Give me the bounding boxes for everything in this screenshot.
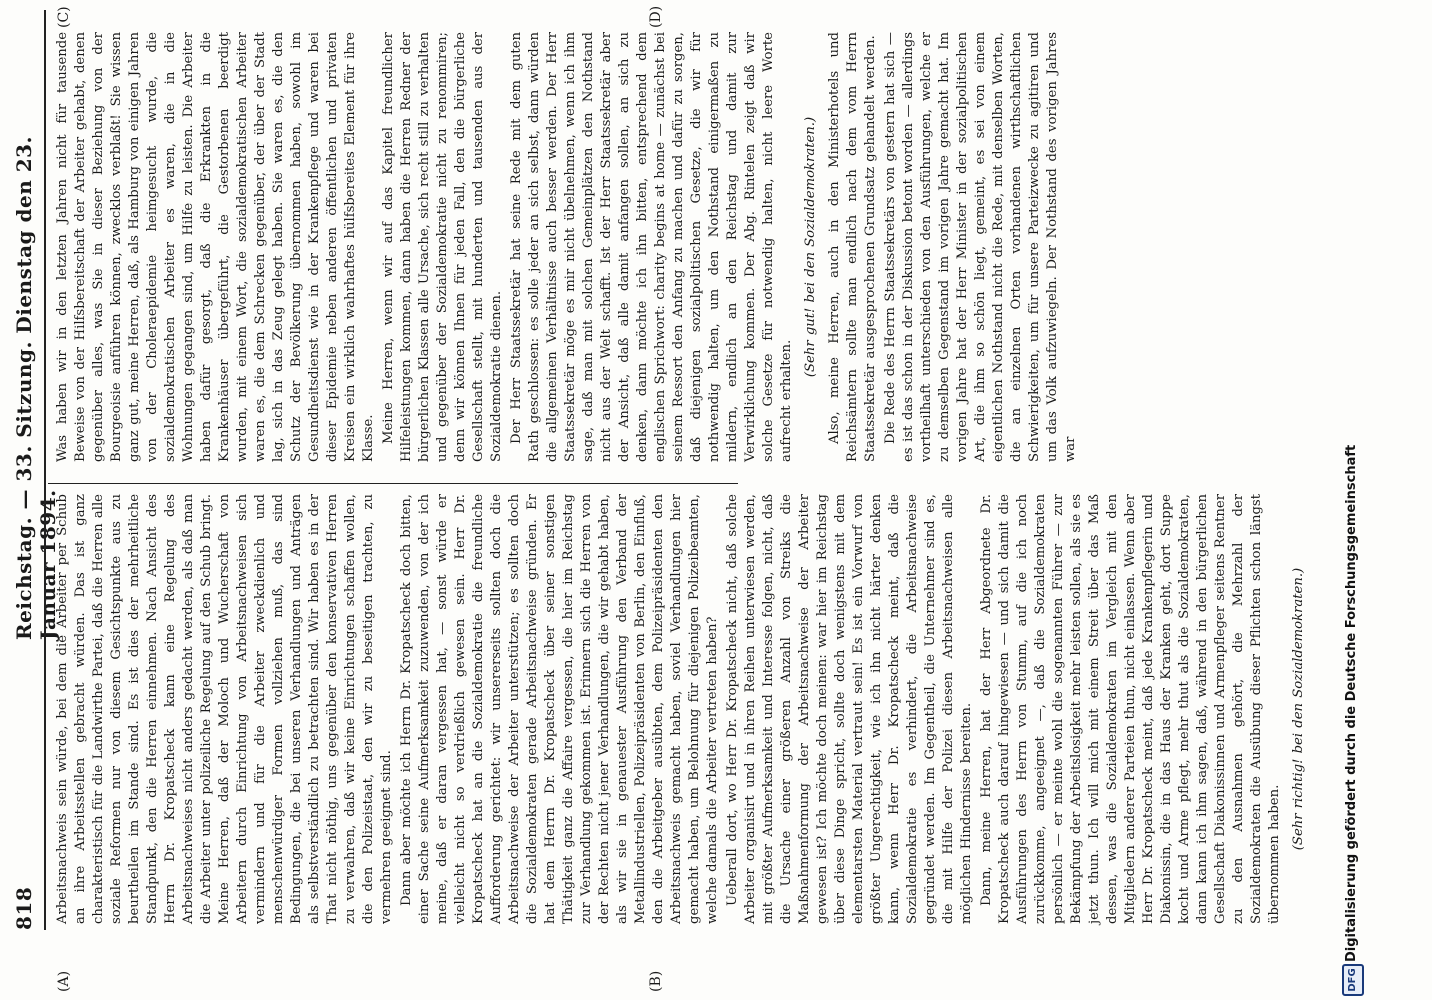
margin-marker-d: (D) <box>648 5 664 28</box>
paragraph: Was haben wir in den letzten Jahren nicht für tausende Beweise von der Hilfsbereitschaft der Arbeiter gehabt, denen gegenüber alles, was Sie in dieser Beziehung von der Bourgeoisie anführen können, zwecklos verblaßt! Sie wissen ganz gut, meine Herren, daß, als Hamburg von einigen Jahren von der Choleraepidemie heimgesucht wurde, die sozialdemokratischen Arbeiter es waren, die in die Wohnungen gegangen sind, um Hilfe zu leisten. Die Arbeiter haben dafür gesorgt, daß die Erkrankten in die Krankenhäuser übergeführt, die Gestorbenen beerdigt wurden, mit einem Wort, die sozialdemokratischen Arbeiter waren es, die dem Schrecken gegenüber, der über der Stadt lag, sich in das Zeug gelegt haben. Sie waren es, die den Schutz der Bevölkerung übernommen haben, sowohl im Gesundheitsdienst wie in der Krankenpflege und waren bei dieser Epidemie neben anderen öffentlichen und privaten Kreisen ein wirklich wahrhaftes hülfsbereites Element für ihre Klasse. <box>55 32 376 462</box>
page-header <box>8 10 60 930</box>
right-column <box>54 32 1082 462</box>
margin-marker-c: (C) <box>56 6 72 28</box>
column-divider <box>48 483 738 484</box>
paragraph: Arbeitsnachweis sein würde, bei dem die Arbeiter per Schub an ihre Arbeitsstellen gebracht würden. Das ist ganz charakteristisch für die Landwirthe Partei, daß die Herren alle soziale Reformen nur von diesem Gesichtspunkte aus zu beurtheilen im Stande sind. Es ist dies der mehrheitliche Standpunkt, den die Herren einnehmen. Nach Ansicht des Herrn Dr. Kropatscheck kann eine Regelung des Arbeitsnachweises nicht anders gedacht werden, als daß man die Arbeiter unter polizeiliche Regelung auf den Schub bringt. Meine Herren, daß der Moloch und Wucherschaft von Arbeitern durch Einrichtung von Arbeitsnachweisen sich vermindern und für die Arbeiter zweckdienlich und menschenwürdiger Formen vollziehen muß, das sind Bedingungen, die bei unseren Verhandlungen und Anträgen als selbstverständlich zu betrachten sind. Wir haben es in der That nicht nöthig, uns gegenüber den konservativen Herren zu verwahren, daß wir keine Einrichtungen schaffen wollen, die den Polizeistaat, den wir zu beseitigen trachten, zu vermehren geeignet sind. <box>55 494 394 924</box>
digitization-credit <box>1340 0 1366 1000</box>
header-rule <box>44 10 46 930</box>
paragraph: Die Rede des Herrn Staatssekretärs von gestern hat sich — es ist das schon in der Diskussion betont worden — allerdings vortheilhaft unterschieden von den Ausführungen, welche er zu demselben Gegenstand im vorigen Jahre gemacht hat. Im vorigen Jahre hat der Herr Minister in der sozialpolitischen Art, die ihm so schön liegt, gemeint, es sei von einem eigentlichen Nothstand nicht die Rede, mit denselben Worten, die an einzelnen Orten vorhandenen wirthschaftlichen Schwierigkeiten, um für unsere Parteizwecke zu agitiren und um das Volk aufzuwiegeln. Der Nothstand des vorigen Jahres war <box>883 32 1078 462</box>
page-title: Reichstag. — 33. Sitzung. Dienstag den 23. Januar 1894. <box>12 136 60 640</box>
remark: (Sehr gut! bei den Sozialdemokraten.) <box>803 116 818 378</box>
paragraph: Also, meine Herren, auch in den Ministerhotels und Reichsämtern sollte man endlich nach dem vom Herrn Staatssekretär ausgesprochenen Grundsatz gehandelt werden. <box>827 32 878 462</box>
paragraph: Dann, meine Herren, hat der Herr Abgeordnete Dr. Kropatscheck auch darauf hingewiesen — und sich damit die Ausführungen des Herrn von Stumm, auf die ich noch zurückkomme, angeeignet —, daß die Sozialdemokraten persönlich — er meinte wohl die sogenannten Führer — zur Bekämpfung der Arbeitslosigkeit mehr leisten sollen, als sie es jetzt thun. Ich will mich mit einem Streit über das Maß dessen, was die Sozialdemokraten im Vergleich mit den Mitgliedern anderer Parteien thun, nicht einlassen. Wenn aber Herr Dr. Kropatscheck meint, daß jede Krankenpflegerin und Diakonissin, die in das Haus der Kranken geht, dort Suppe kocht und Arme pflegt, mehr thut als die Sozialdemokraten, dann kann ich ihm sagen, daß, während in den bürgerlichen Gesellschaft Diakonissinnen und Armenpfleger seitens Rentner zu den Ausnahmen gehört, die Mehrzahl der Sozialdemokraten die Ausübung dieser Pflichten schon längst übernommen haben. <box>979 494 1282 924</box>
margin-marker-a: (A) <box>56 970 72 992</box>
page-number: 818 <box>12 886 36 930</box>
left-column <box>54 494 1314 924</box>
remark: (Sehr richtig! bei den Sozialdemokraten.) <box>1291 567 1306 851</box>
paragraph: Dann aber möchte ich Herrn Dr. Kropatscheck doch bitten, einer Sache seine Aufmerksamkeit zuzuwenden, von der ich meine, daß er daran vergessen hat, — sonst würde er vielleicht nicht so verdrießlich gewesen sein. Herr Dr. Kropatscheck hat an die Sozialdemokratie die freundliche Aufforderung gerichtet: wir unsererseits sollten doch die Arbeitsnachweise der Arbeiter unterstützen; es sollten doch die Sozialdemokraten gerade Arbeitsnachweise gründen. Er hat dem Herrn Dr. Kropatscheck über seiner sonstigen Thätigkeit ganz die Affaire vergessen, die hier im Reichstag zur Verhandlung gekommen ist. Erinnern sich die Herren von der Rechten nicht jener Verhandlungen, die wir gehabt haben, als wir sie in genauester Ausführung den Verband der Metallindustriellen, Polizeipräsidenten von Berlin, den Einfluß, den die Arbeitgeber ausübten, dem Polizeipräsidenten den Arbeitsnachweis gemacht haben, soviel Verhandlungen hier gemacht haben, um Belohnung für diejenigen Polizeibeamten, welche damals die Arbeiter vertreten haben? <box>399 494 720 924</box>
paragraph: Ueberall dort, wo Herr Dr. Kropatscheck nicht, daß solche Arbeiter organisirt und in ihren Reihen unterwiesen werden, mit größter Aufmerksamkeit und Interesse folgen, nicht, daß die Ursache einer größeren Anzahl von Streiks die Maßnahmenformung der Arbeitsnachweise der Arbeiter gewesen ist? Ich möchte doch meinen: war hier im Reichstag über diese Dinge spricht, sollte doch wenigstens mit dem elementarsten Material vertraut sein! Es ist ein Vorwurf von größter Ungerechtigkeit, wie ich ihn nicht härter denken kann, wenn Herr Dr. Kropatscheck meint, daß die Sozialdemokratie es verhindert, die Arbeitsnachweise gegründet werden. Im Gegentheil, die Unternehmer sind es, die mit Hilfe der Polizei diesen Arbeitsnachweisen alle möglichen Hindernisse bereiten. <box>725 494 974 924</box>
paragraph: Der Herr Staatssekretär hat seine Rede mit dem guten Rath geschlossen: es solle jeder an sich selbst, dann würden die allgemeinen Verhältnisse auch besser werden. Der Herr Staatssekretär möge es mir nicht übelnehmen, wenn ich ihm sage, daß man mit solchen Gemeinplätzen den Nothstand nicht aus der Welt schafft. Ist der Herr Staatssekretär aber der Ansicht, daß alle damit anfangen sollen, an sich zu denken, dann möchte ich ihn bitten, entsprechend dem englischen Sprichwort: charity begins at home — zunächst bei seinem Ressort den Anfang zu machen und dafür zu sorgen, daß diejenigen sozialpolitischen Gesetze, die wir für nothwendig halten, um den Nothstand einigermaßen zu mildern, endlich an den Reichstag und damit zur Verwirklichung kommen. Der Abg. Rintelen zeigt daß wir solche Gesetze für notwendig halten, nicht leere Worte aufrecht erhalten. <box>509 32 794 462</box>
credit-text: Digitalisierung gefördert durch die Deutsche Forschungsgemeinschaft <box>1344 444 1359 962</box>
margin-marker-b: (B) <box>648 970 664 992</box>
dfg-logo: DFG <box>1342 964 1364 996</box>
paragraph: Meine Herren, wenn wir auf das Kapitel freundlicher Hilfeleistungen kommen, dann haben die Herren Redner der bürgerlichen Klassen alle Ursache, sich recht still zu verhalten und gegenüber der Sozialdemokratie nicht zu renommiren; denn wir können Ihnen für jeden Fall, den die bürgerliche Gesellschaft stellt, mit hunderten und tausenden aus der Sozialdemokratie dienen. <box>381 32 504 462</box>
